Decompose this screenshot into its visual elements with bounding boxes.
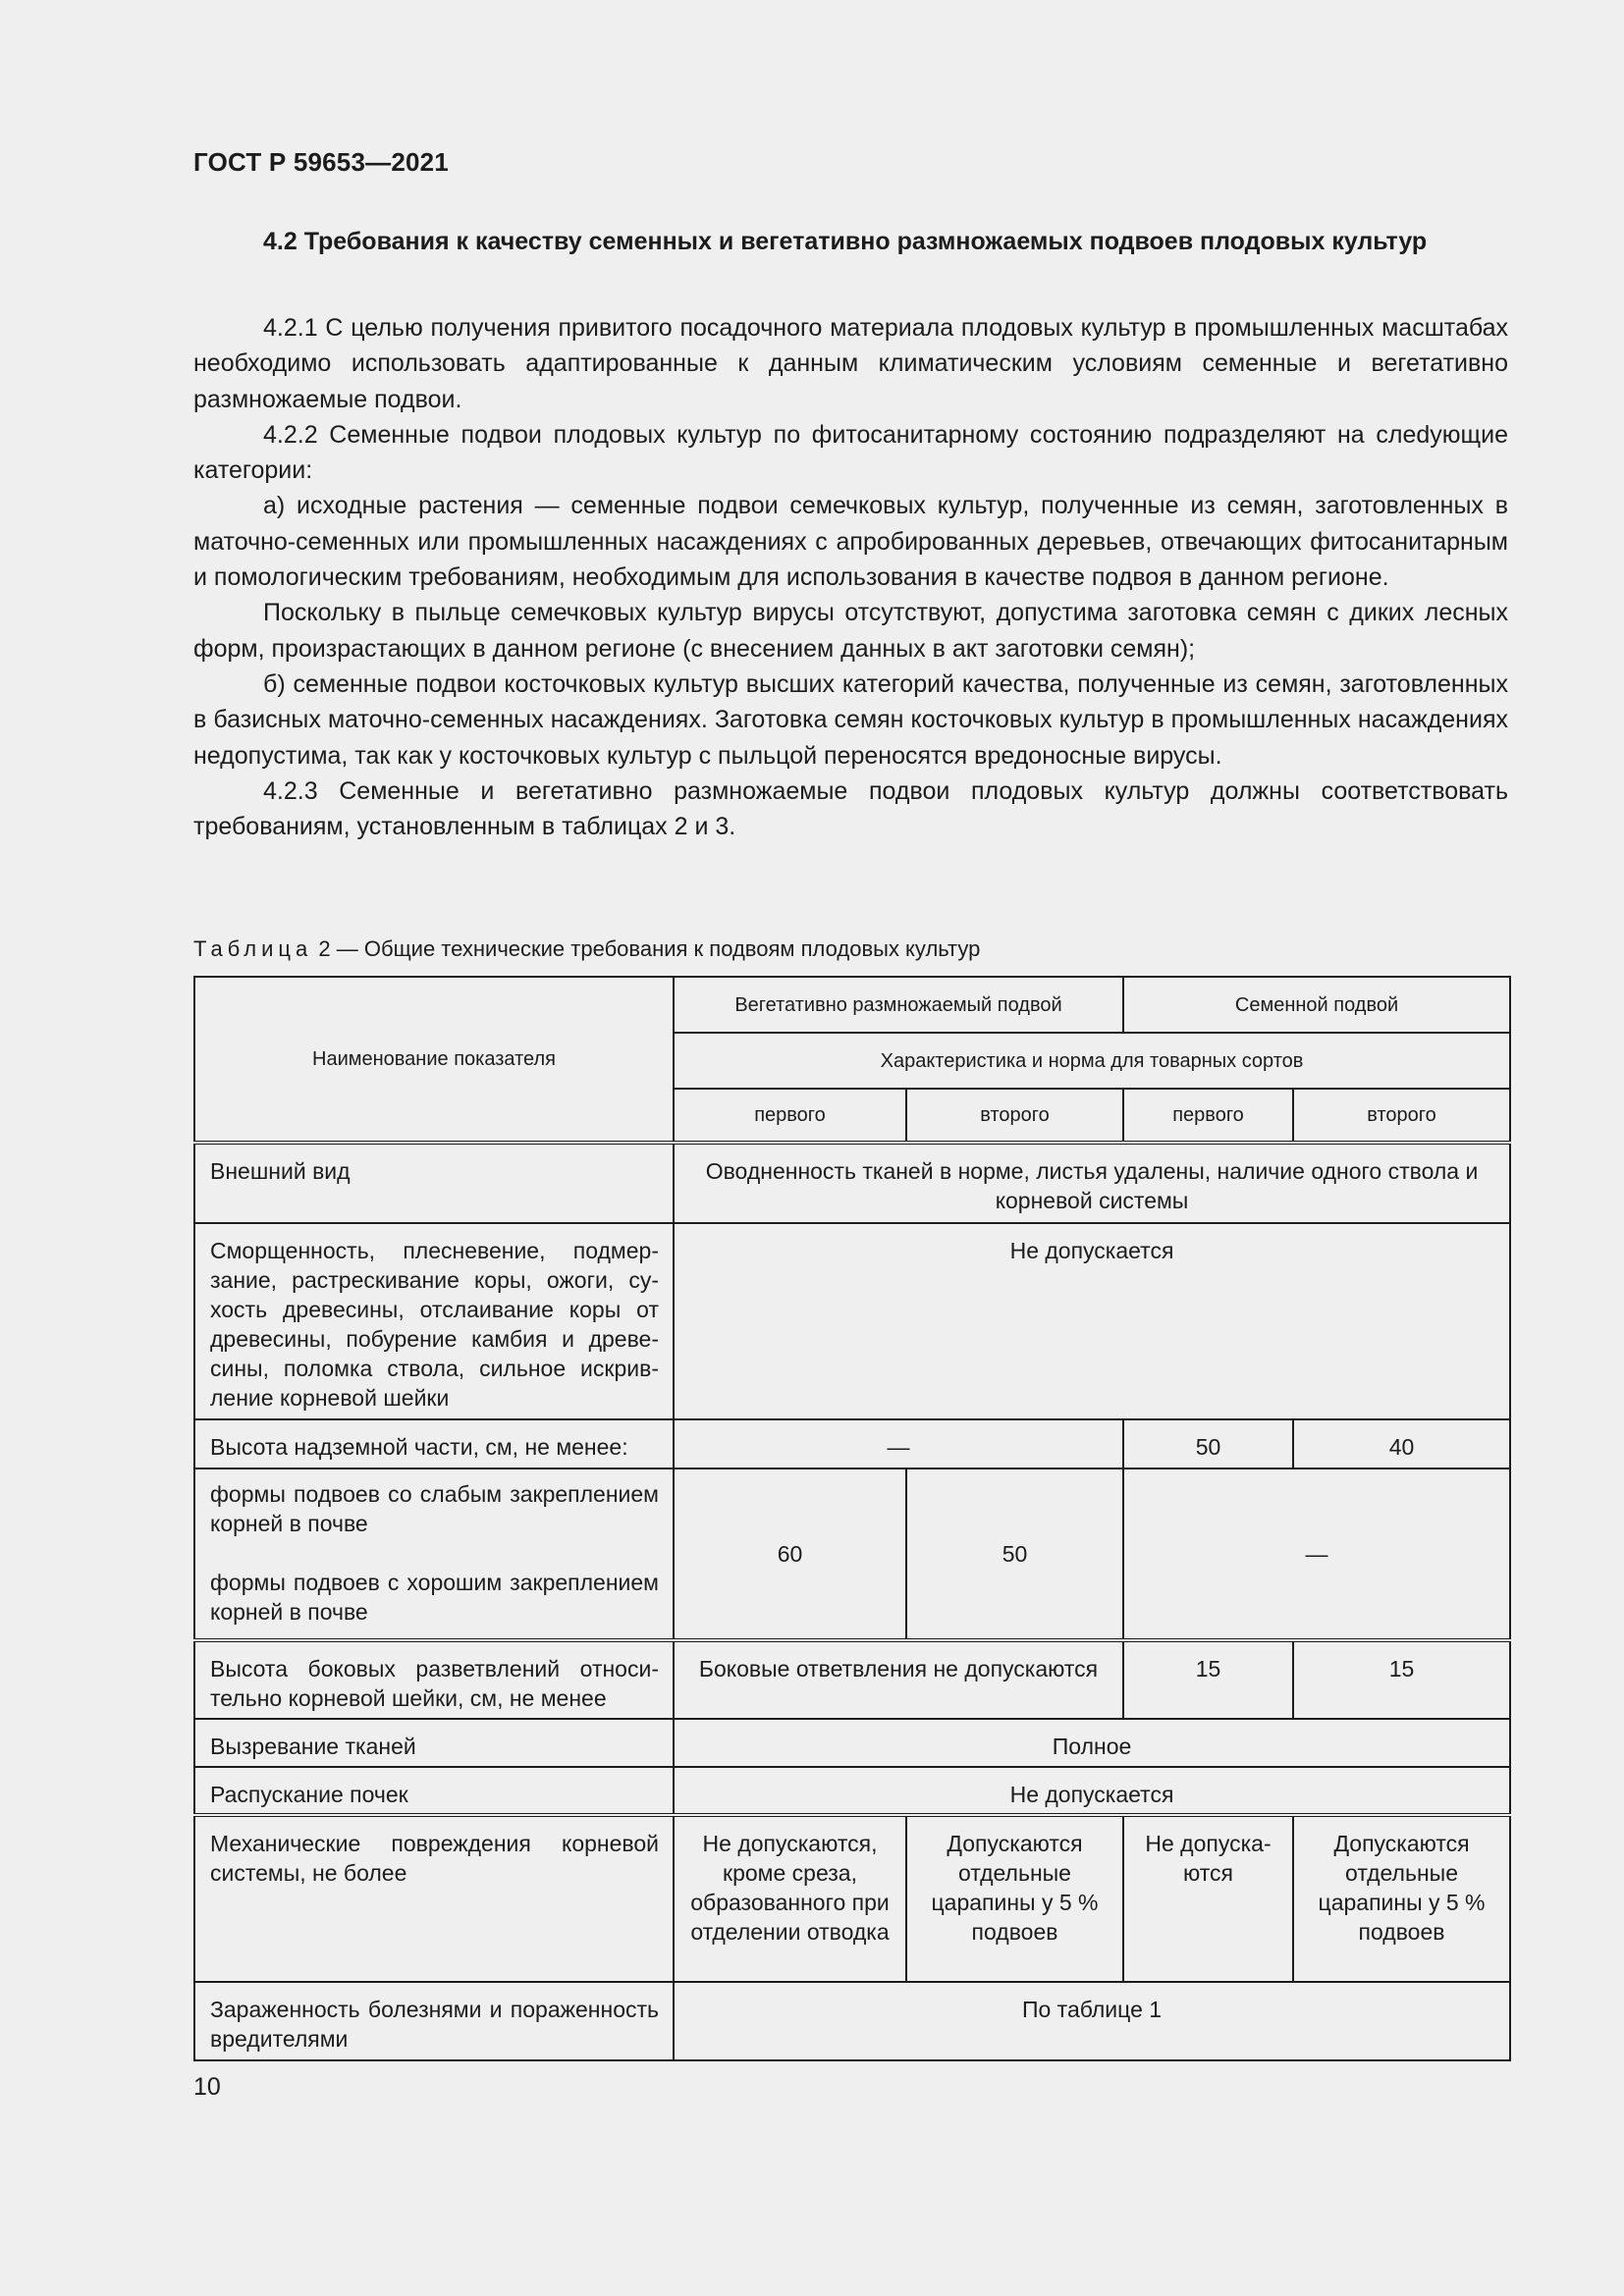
header-vegetative-rootstock: Вегетативно размножаемый подвой bbox=[674, 977, 1123, 1033]
table-caption-word: Таблица bbox=[193, 936, 313, 961]
document-code: ГОСТ Р 59653—2021 bbox=[193, 147, 449, 177]
branches-seed-first: 15 bbox=[1123, 1640, 1293, 1719]
table-caption-text: 2 — Общие технические требования к подвоям плодовых культур bbox=[318, 936, 981, 961]
height-seed-value: — bbox=[1123, 1468, 1510, 1640]
body-text bbox=[193, 310, 1508, 844]
row-value: Не допускается bbox=[674, 1767, 1510, 1815]
height-seed-first: 50 bbox=[1123, 1419, 1293, 1468]
requirements-table bbox=[193, 976, 1511, 2061]
table-row-height-forms bbox=[194, 1468, 1510, 1640]
table-row-branches bbox=[194, 1640, 1510, 1719]
row-label: Распускание почек bbox=[194, 1767, 674, 1815]
branches-vegetative-value: Боковые ответвления не допускаются bbox=[674, 1640, 1123, 1719]
table-caption bbox=[193, 934, 980, 964]
table-row-defects bbox=[194, 1223, 1510, 1419]
row-label: Сморщенность, плесневение, подмерзание, растрескивание коры, ожоги, сухость древесины, отслаивание коры от древесины, побурение камбия и древесины, поломка ствола, сильное искривление корневой шейки bbox=[194, 1223, 674, 1419]
table-header-row bbox=[194, 977, 1510, 1033]
paragraph-4-2-2: 4.2.2 Семенные подвои плодовых культур по фитосанитарному состоянию подразделяют на слеdующие категории: bbox=[193, 420, 1508, 485]
table-row-height bbox=[194, 1419, 1510, 1468]
table-row-infection bbox=[194, 1982, 1510, 2060]
section-heading: 4.2 Требования к качеству семенных и вегетативно размножаемых подвоев плодовых культур bbox=[263, 228, 1428, 255]
header-characteristic: Характеристика и норма для товарных сортов bbox=[674, 1033, 1510, 1089]
table-row-maturation bbox=[194, 1719, 1510, 1767]
row-label: Внешний вид bbox=[194, 1143, 674, 1223]
row-label: Механические повреждения корневой системы, не более bbox=[194, 1815, 674, 1982]
paragraph-4-2-1: 4.2.1 С целью получения привитого посадочного материала плодовых культур в промышленных масштабах необходимо использовать адаптированные к данным климатическим условиям семенные и вегетативно размножаемые подвои. bbox=[193, 314, 1508, 413]
row-sub-labels bbox=[194, 1468, 674, 1640]
header-grade-second-vegetative: второго bbox=[906, 1089, 1123, 1143]
paragraph-pollen-note: Поскольку в пыльце семечковых культур вирусы отсутствуют, допустима заготовка семян с диких лесных форм, произрастающих в данном регионе (с внесением данных в акт заготовки семян); bbox=[193, 599, 1508, 663]
row-value: Оводненность тканей в норме, листья удалены, наличие одного ствола и корневой системы bbox=[674, 1143, 1510, 1223]
mechanical-seed-second: Допускаются отдельные царапины у 5 % подвоев bbox=[1293, 1815, 1510, 1982]
row-label: Вызревание тканей bbox=[194, 1719, 674, 1767]
mechanical-vegetative-second: Допускаются отдельные царапины у 5 % подвоев bbox=[906, 1815, 1123, 1982]
row-label: Зараженность болезнями и пораженность вредителями bbox=[194, 1982, 674, 2060]
header-seed-rootstock: Семенной подвой bbox=[1123, 977, 1510, 1033]
header-grade-first-seed: первого bbox=[1123, 1089, 1293, 1143]
header-indicator-name: Наименование показателя bbox=[194, 977, 674, 1143]
row-value: Полное bbox=[674, 1719, 1510, 1767]
paragraph-item-b: б) семенные подвои косточковых культур высших категорий качества, полученные из семян, заготовленных в базисных маточно-семенных насаждениях. Заготовка семян косточковых культур в промышленных насаждениях недопустима, так как у косточковых культур с пыльцой переносятся вредоносные вирусы. bbox=[193, 669, 1508, 770]
table-row-appearance bbox=[194, 1143, 1510, 1223]
row-label: Высота боковых разветвлений относительно корневой шейки, см, не менее bbox=[194, 1640, 674, 1719]
paragraph-item-a: а) исходные растения — семенные подвои семечковых культур, полученные из семян, заготовленных в маточно-семенных или промышленных насаждениях с апробированных деревьев, отвечающих фитосанитарным и помологическим требованиям, необходимым для использования в качестве подвоя в данном регионе. bbox=[193, 492, 1508, 592]
sub-label-good-roots: формы подвоев с хорошим закреплением корней в почве bbox=[210, 1570, 659, 1625]
sub-label-weak-roots: формы подвоев со слабым закреплением корней в почве bbox=[210, 1481, 659, 1536]
header-grade-first-vegetative: первого bbox=[674, 1089, 906, 1143]
height-seed-second: 40 bbox=[1293, 1419, 1510, 1468]
height-vegetative-value: — bbox=[674, 1419, 1123, 1468]
row-label: Высота надземной части, см, не менее: bbox=[194, 1419, 674, 1468]
mechanical-vegetative-first: Не допускаются, кроме среза, образованного при отделении отводка bbox=[674, 1815, 906, 1982]
branches-seed-second: 15 bbox=[1293, 1640, 1510, 1719]
row-value: Не допускается bbox=[674, 1223, 1510, 1419]
row-value: По таблице 1 bbox=[674, 1982, 1510, 2060]
paragraph-4-2-3: 4.2.3 Семенные и вегетативно размножаемые подвои плодовых культур должны соответствовать требованиям, установленным в таблицах 2 и 3. bbox=[193, 776, 1508, 841]
table-row-budbreak bbox=[194, 1767, 1510, 1815]
height-vegetative-second: 50 bbox=[906, 1468, 1123, 1640]
header-grade-second-seed: второго bbox=[1293, 1089, 1510, 1143]
height-vegetative-first: 60 bbox=[674, 1468, 906, 1640]
table-row-mechanical bbox=[194, 1815, 1510, 1982]
mechanical-seed-first: Не допускаются bbox=[1123, 1815, 1293, 1982]
page-number: 10 bbox=[193, 2073, 221, 2101]
